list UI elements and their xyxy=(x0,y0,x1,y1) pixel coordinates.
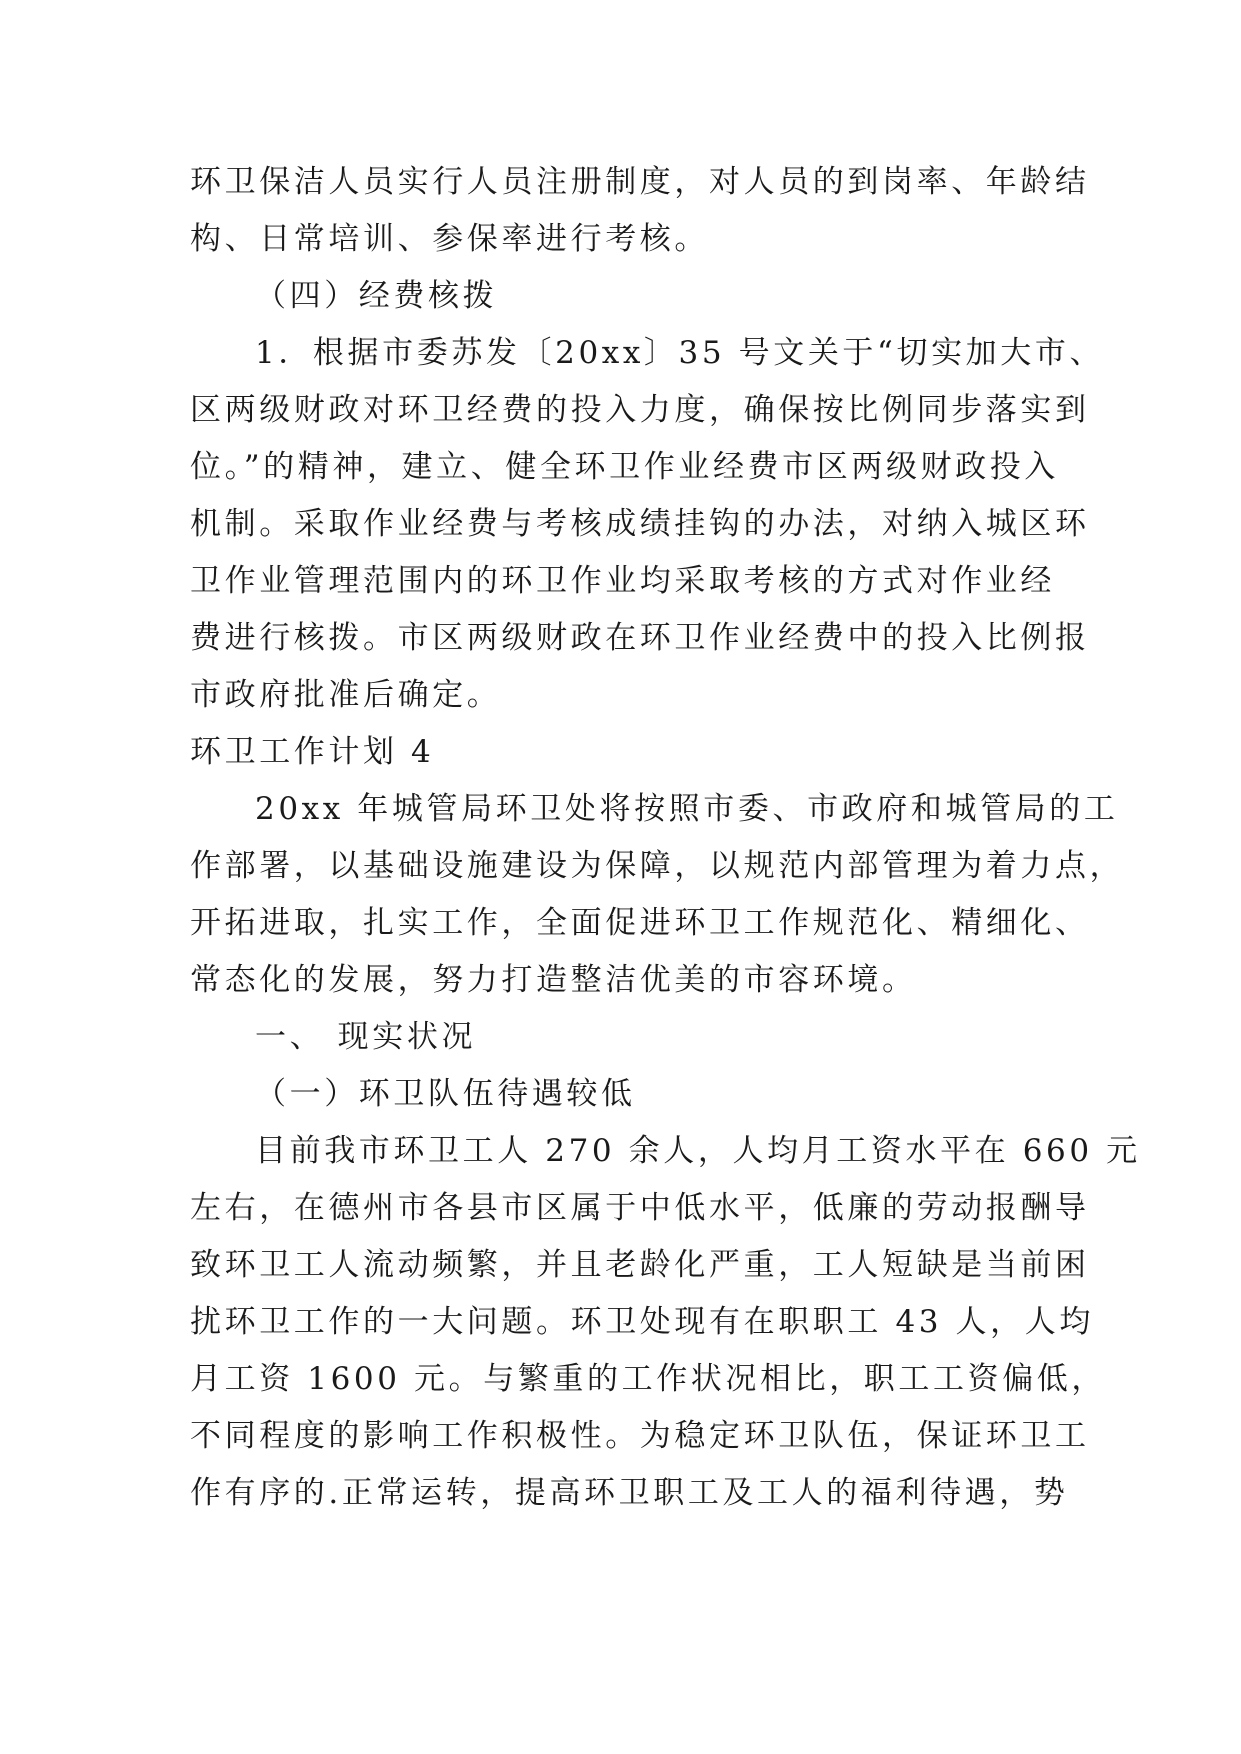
body-text-line: 费进行核拨。市区两级财政在环卫作业经费中的投入比例报 xyxy=(190,620,1090,656)
body-text-line: 市政府批准后确定。 xyxy=(190,677,502,713)
body-text-line: 作部署，以基础设施建设为保障，以规范内部管理为着力点， xyxy=(190,848,1125,884)
body-text-line: 20xx 年城管局环卫处将按照市委、市政府和城管局的工 xyxy=(255,791,1119,827)
body-text-line: 卫作业管理范围内的环卫作业均采取考核的方式对作业经 xyxy=(190,563,1055,599)
body-text-line: 构、日常培训、参保率进行考核。 xyxy=(190,221,709,257)
body-text-line: 机制。采取作业经费与考核成绩挂钩的办法，对纳入城区环 xyxy=(190,506,1090,542)
body-text-line: 环卫保洁人员实行人员注册制度，对人员的到岗率、年龄结 xyxy=(190,164,1090,200)
body-text-line: 目前我市环卫工人 270 余人，人均月工资水平在 660 元 xyxy=(255,1133,1141,1169)
body-text-line: 致环卫工人流动频繁，并且老龄化严重，工人短缺是当前困 xyxy=(190,1247,1090,1283)
section-heading: 一、 现实状况 xyxy=(255,1019,477,1055)
body-text-line: 位。”的精神，建立、健全环卫作业经费市区两级财政投入 xyxy=(190,449,1059,485)
body-text-line: 开拓进取，扎实工作，全面促进环卫工作规范化、精细化、 xyxy=(190,905,1090,941)
section-heading: （四）经费核拨 xyxy=(255,278,498,314)
document-title: 环卫工作计划 4 xyxy=(190,734,435,770)
body-text-line: 左右，在德州市各县市区属于中低水平，低廉的劳动报酬导 xyxy=(190,1190,1090,1226)
body-text-line: 区两级财政对环卫经费的投入力度，确保按比例同步落实到 xyxy=(190,392,1090,428)
section-heading: （一）环卫队伍待遇较低 xyxy=(255,1076,636,1112)
body-text-line: 作有序的.正常运转，提高环卫职工及工人的福利待遇，势 xyxy=(190,1475,1069,1511)
body-text-line: 不同程度的影响工作积极性。为稳定环卫队伍，保证环卫工 xyxy=(190,1418,1090,1454)
body-text-line: 1．根据市委苏发〔20xx〕35 号文关于“切实加大市、 xyxy=(255,335,1105,371)
body-text-line: 常态化的发展，努力打造整洁优美的市容环境。 xyxy=(190,962,917,998)
body-text-line: 月工资 1600 元。与繁重的工作状况相比，职工工资偏低， xyxy=(190,1361,1106,1397)
body-text-line: 扰环卫工作的一大问题。环卫处现有在职职工 43 人，人均 xyxy=(190,1304,1094,1340)
